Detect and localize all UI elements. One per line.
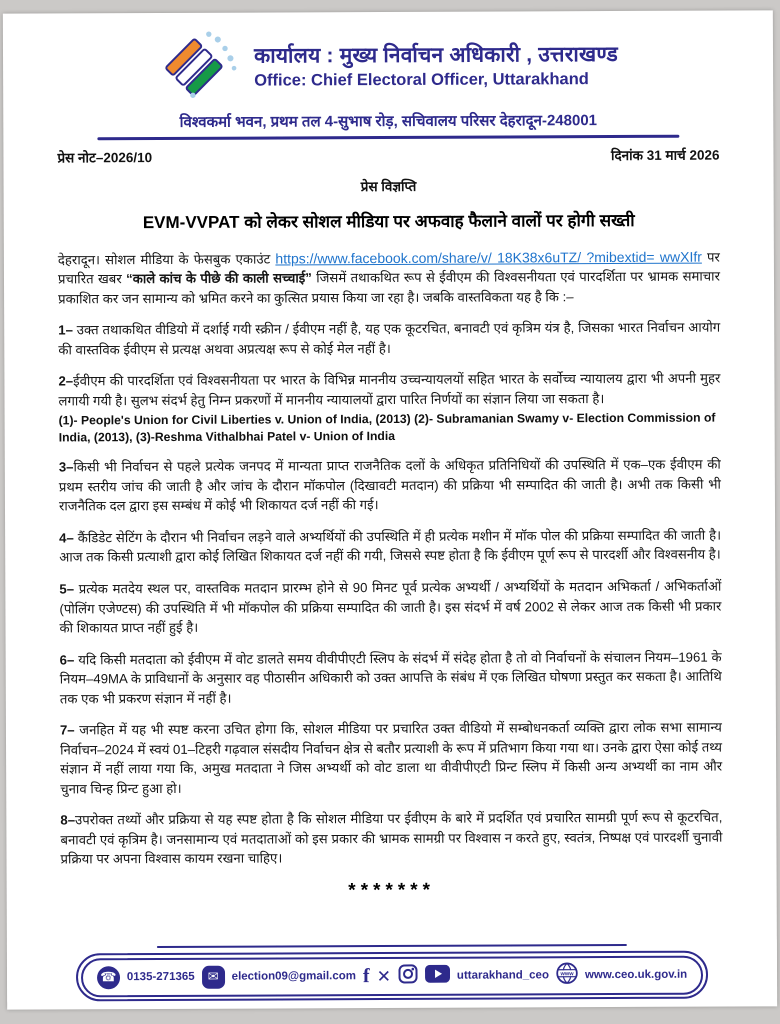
election-commission-logo-icon [158,29,240,104]
point-1 [58,318,720,360]
office-address: विश्वकर्मा भवन, प्रथम तल 4-सुभाष रोड़, सचिवालय परिसर देहरादून-248001 [179,112,598,131]
end-of-document-marker: ******* [348,879,436,902]
facebook-icon: f [362,965,370,988]
globe-www-icon [556,962,578,989]
letterhead [57,27,719,105]
x-twitter-icon: ✕ [376,966,391,986]
point-text: ईवीएम की पारदर्शिता एवं विश्वसनीयता पर भारत के विभिन्न माननीय उच्चन्यायलयों सहित भारत के सर्वोच्च न्यायालय द्वारा भी अपनी मुहर लगायी गयी है। सुलभ संदर्भ हेतु निम्न प्रकरणों में माननीय न्यायालयों द्वारा पारित निर्णयों का संज्ञान लिया जा सकता है। [58,370,721,409]
facebook-url-link[interactable]: https://www.facebook.com/share/v/ 18K38x6uTZ/ ?mibextid= wwXIfr [275,248,702,266]
email-icon: ✉ [202,965,225,988]
document-type-label: प्रेस विज्ञप्ति [360,178,417,194]
youtube-icon [425,964,450,987]
point-number: 4– [59,530,74,546]
court-case-citations: (1)- People's Union for Civil Liberties v. Union of India, (2013) (2)- Subramanian Swamy v- Election Commission of India, (2013), (3)-Reshma Vithalbhai Patel v- Union of India [58,410,716,445]
point-number: 2– [58,373,74,389]
contact-pill [76,951,708,1002]
phone-icon: ☎ [97,966,120,989]
point-text: उक्त तथाकथित वीडियो में दर्शाई गयी स्क्रीन / ईवीएम नहीं है, यह एक कूटरचित, बनावटी एवं कृत्रिम यंत्र है, जिसका भारत निर्वाचन आयोग की वास्तविक ईवीएम से प्रत्यक्ष अथवा अप्रत्यक्ष रूप से कोई मेल नहीं है। [58,319,721,358]
point-number: 6– [59,651,75,668]
press-release-document [3,10,777,1009]
point-number: 5– [59,581,75,597]
social-media-handle: uttarakhand_ceo [456,969,549,982]
intro-text-rest: जिसमें तथाकथित रूप से ईवीएम की विश्वसनीयता एवं पारदर्शिता पर भ्रामक समाचार प्रकाशित कर जन सामान्य को भ्रमित करने का कुत्सित प्रयास किया जा रहा है। जबकि वास्तविकता यह है कि :– [58,268,721,307]
point-3 [59,455,721,516]
point-text: किसी भी निर्वाचन से पहले प्रत्येक जनपद में मान्यता प्राप्त राजनैतिक दलों के अधिकृत प्रतिनिधियों की उपस्थिति में एक–एक ईवीएम की प्रथम स्तरीय जांच की जाती है और जांच के दौरान मॉकपोल (दिखावटी मतदान) की प्रक्रिया भी सम्पादित की जाती है। अभी तक किसी भी राजनैतिक दल द्वारा इस सम्बंध में कोई भी शिकायत दर्ज नहीं की गई। [58,456,721,514]
point-text: उपरोक्त तथ्यों और प्रक्रिया से यह स्पष्ट होता है कि सोशल मीडिया पर ईवीएम के बारे में प्रदर्शित एवं प्रचारित सामग्री पूर्ण रूप से कूटरचित, बनावटी एवं कृत्रिम है। जनसामान्य एवं मतदाताओं को इस प्रकार की भ्रामक सामग्री पर विश्वास न करते हुए, स्वतंत्र, निष्पक्ष एवं पारदर्शी चुनावी प्रक्रिया पर अपना विश्वास कायम रखना चाहिए। [60,809,723,867]
headline: EVM-VVPAT को लेकर सोशल मीडिया पर अफवाह फैलाने वालों पर होगी सख्ती [142,210,635,232]
intro-text-after-link: पर प्रचारित खबर [57,249,720,287]
point-number: 8– [60,812,76,828]
point-number: 7– [59,722,75,738]
intro-paragraph [58,246,720,309]
org-title-english: Office: Chief Electoral Officer, Uttarakhand [254,70,589,90]
point-number: 1– [58,322,73,338]
point-8 [60,808,722,869]
press-note-date: दिनांक 31 मार्च 2026 [610,147,720,163]
email-address: election09@gmail.com [231,970,357,983]
contact-footer [7,939,777,1002]
footer-divider [157,943,627,948]
point-number: 3– [58,459,74,475]
instagram-icon [398,963,418,988]
press-note-number: प्रेस नोट–2026/10 [57,149,153,165]
point-7 [60,718,722,799]
point-6 [60,647,722,708]
point-5 [59,577,721,638]
org-title-hindi: कार्यालय : मुख्य निर्वाचन अधिकारी , उत्तराखण्ड [254,43,619,68]
website-url: www.ceo.uk.gov.in [584,968,688,982]
quoted-news-title: “काले कांच के पीछे की काली सच्चाई” [126,270,312,287]
intro-text-before-link: देहरादून। सोशल मीडिया के फेसबुक एकाउंट [57,250,276,267]
phone-number: 0135-271365 [126,970,195,984]
point-text: प्रत्येक मतदेय स्थल पर, वास्तविक मतदान प्रारम्भ होने से 90 मिनट पूर्व प्रत्येक अभ्यर्थी / अभ्यर्थियों के मतदान अभिकर्ता / अभिकर्ताओं (पोलिंग एजेण्टस) की उपस्थिति में भी मॉकपोल की प्रक्रिया सम्पादित की जाती है। इस संदर्भ में वर्ष 2002 से लेकर आज तक किसी भी प्रकार की शिकायत प्राप्त नहीं हुई है। [59,578,722,636]
header-divider [97,135,680,140]
point-4 [59,525,721,567]
point-text: जनहित में यह भी स्पष्ट करना उचित होगा कि, सोशल मीडिया पर प्रचारित उक्त वीडियो में सम्बोधनकर्ता व्यक्ति द्वारा लोक सभा सामान्य निर्वाचन–2024 में स्वयं 01–टिहरी गढ़वाल संसदीय निर्वाचन क्षेत्र से बतौर प्रत्याशी के रूप में प्रतिभाग किया गया था। उनके द्वारा ऐसा कोई तथ्य संज्ञान में नहीं लाया गया कि, अमुख मतदाता ने जिस अभ्यर्थी को वोट डाला था वीवीपीएटी प्रिन्ट स्लिप में किसी अन्य अभ्यर्थी का नाम और चुनाव चिन्ह प्रिन्ट हुआ हो। [60,719,723,797]
point-2 [58,369,720,446]
svg-text:www: www [560,970,574,977]
point-text: यदि किसी मतदाता को ईवीएम में वोट डालते समय वीवीपीएटी स्लिप के संदर्भ में संदेह होता है तो वो निर्वाचनों के संचालन नियम–1961 के नियम–49MA के प्राविधानों के अनुसार वह पीठासीन अधिकारी को उक्त आपत्ति के संबंध में एक लिखित घोषणा प्रस्तुत कर सकता है। आतिथि तक एक भी प्रकरण संज्ञान में नहीं है। [59,649,722,707]
point-text: कैंडिडेट सेटिंग के दौरान भी निर्वाचन लड़ने वाले अभ्यर्थियों की उपस्थिति में ही प्रत्येक मशीन में मॉक पोल की प्रक्रिया सम्पादित की जाती है। आज तक किसी प्रत्याशी द्वारा कोई लिखित शिकायत दर्ज नहीं की गयी, जिससे स्पष्ट होता है कि ईवीएम पूर्ण रूप से पारदर्शी और विश्वसनीय है। [59,527,722,565]
